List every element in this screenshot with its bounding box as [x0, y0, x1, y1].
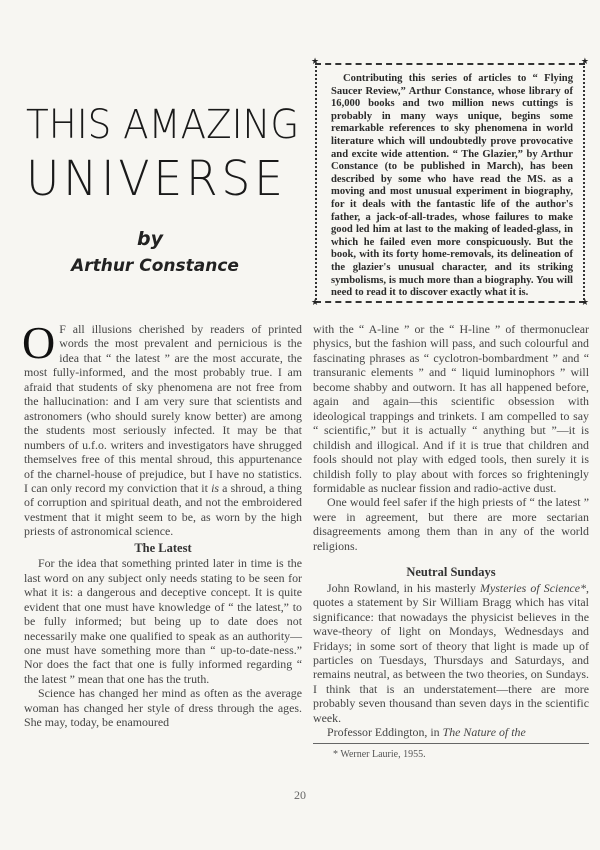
footnote-divider — [313, 743, 589, 744]
paragraph-3: Science has changed her mind as often as the average woman has changed her style of dress through the ages. She may, today, be enamoured — [24, 686, 302, 730]
intro-box — [311, 57, 589, 308]
page-number: 20 — [294, 788, 306, 802]
paragraph-6 — [313, 725, 589, 739]
drop-cap: O — [22, 317, 56, 368]
paragraph-4: One would feel safer if the high priests of “ the latest ” were in agreement, but there are more sectarian disagreements among them than in any of the world religions. — [313, 495, 589, 553]
star-ornament-icon: ★ — [580, 57, 589, 67]
article-column-right — [313, 322, 589, 762]
star-ornament-icon: ★ — [580, 298, 589, 308]
paragraph-text: John Rowland, in his masterly — [327, 580, 481, 595]
paragraph-5 — [313, 581, 589, 726]
book-title: Mysteries of Science* — [480, 580, 587, 595]
star-ornament-icon: ★ — [311, 57, 320, 67]
paragraph-3-continued: with the “ A-line ” or the “ H-line ” of thermonuclear physics, but the fashion will pass, and such colourful and fascinating phrases as “ cyclotron-bombardment ” and “ transuranic elements ” and “ liquid luminophors ” will become shabby and outworn. It has all happened before, again and again—this scientific obsession with ideological trappings and trinkets. I am compelled to say “ scientific,” but it is actually “ anything but ”—it is childish and illogical. And if it is true that children and fools should not play with edged tools, then surely it is childish folly to play about with forces so frighteningly formidable as nuclear fission and radio-active dust. — [313, 322, 589, 495]
author-name: Arthur Constance — [71, 256, 239, 276]
title-line-1: THIS AMAZING — [26, 102, 300, 148]
intro-text: Contributing this series of articles to “ Flying Saucer Review,” Arthur Constance, whose library of 16,000 books and two million news cuttings is probably in many ways unique, begins some remarkable references to sky phenomena in world literature which will undoubtedly prove provocative and excite wide attention. “ The Glazier,” by Arthur Constance (to be published in March), has been described by some who have read the MS. as a moving and most unusual experiment in biography, for it deals with the fantastic life of the author's father, a jack-of-all-trades, whose failures to make good led him at last to the making of leaded-glass, in which he failed even more conspicuously. But the book, with its forty home-removals, its delineation of the glazier's unusual character, and its striking symbolisms, is much more than a biography. You will need to read it to discover exactly what it is. — [331, 73, 573, 299]
star-ornament-icon: ★ — [311, 298, 320, 308]
emphasis: is — [211, 480, 220, 495]
section-heading-latest: The Latest — [134, 540, 192, 555]
paragraph-2: For the idea that something printed later in time is the last word on any subject only needs stating to be seen for what it is: a dangerous and deceptive concept. It is quite evident that one must have knowledge of “ the latest,” to be fully informed; but being up to date does not necessarily make one qualified to speak as an authority—one must have something more than “ up-to-date-ness.” Nor does the fact that one is fully informed regarding “ the latest ” mean that one has the truth. — [24, 556, 302, 686]
paragraph-text: Professor Eddington, in — [327, 725, 443, 740]
byline-by: by — [137, 228, 163, 250]
title-line-2: UNIVERSE — [26, 151, 287, 207]
footnote: * Werner Laurie, 1955. — [333, 748, 426, 760]
paragraph-text: F all illusions cherished by readers of printed words the most prevalent and pernicious is the idea that “ the latest ” are the most accurate, the most fully-informed, and the most probably true. I am afraid that students of sky phenomena are not free from the hallucination: and I am very sure that scientists and astronomers (who should surely know better) are among the students most seriously infected. It may be that numbers of u.f.o. writers and investigators have shrugged themselves free of this mental shroud, this appurtenance of the charnel-house of prejudice, but I have no statistics. I can only record my conviction that it — [24, 322, 302, 495]
paragraph-text: , quotes a statement by Sir William Bragg which has vital significance: that nowadays the physicist believes in the wave-theory of light on Mondays, Wednesdays and Fridays; in some sort of theory that light is made up of particles on Tuesdays, Thursdays and Saturdays, and remains neutral, as between the two theories, on Sundays. I think that is an understatement—there are more probably seven thousand than seven days in the scientific week. — [313, 580, 589, 725]
article-column-left — [22, 317, 302, 730]
section-heading-neutral-sundays: Neutral Sundays — [406, 565, 496, 580]
paragraph-1 — [22, 317, 302, 539]
article-title — [26, 100, 301, 208]
book-title: The Nature of the — [442, 725, 526, 740]
paragraph-text: a shroud, a thing of corruption and spiritual death, and not the embroidered vestment that it might seem to be, as worn by the high priests of astronomical science. — [24, 480, 302, 539]
